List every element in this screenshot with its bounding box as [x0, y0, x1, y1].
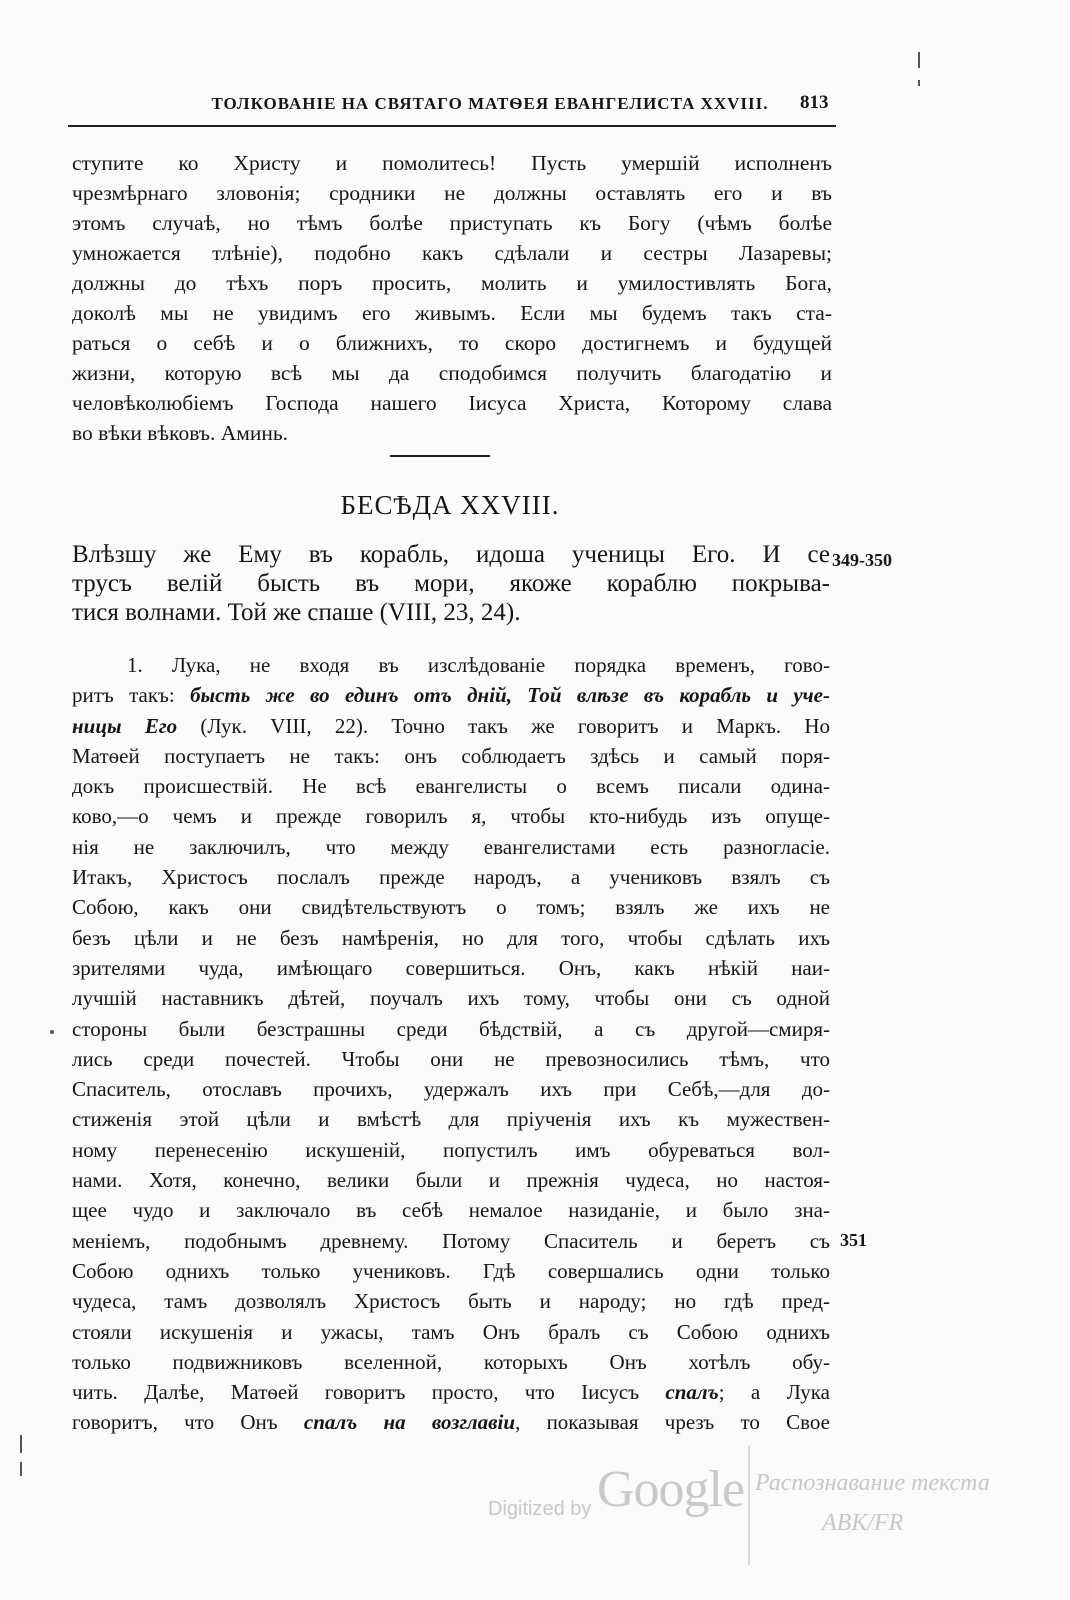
text-line: ково,—о чемъ и прежде говорилъ я, чтобы кто-нибудь изъ опуще- — [72, 804, 830, 829]
verse-line: Влѣзшу же Ему въ корабль, идоша ученицы Его. И се — [72, 541, 830, 568]
scan-speck — [918, 52, 920, 68]
text-line: этомъ случаѣ, но тѣмъ болѣе приступать къ Богу (чѣмъ болѣе — [72, 211, 832, 235]
quoted-text: ницы Его — [72, 713, 178, 738]
margin-reference: 351 — [840, 1230, 867, 1250]
text-run: чить. Далѣе, Матѳей говоритъ просто, что Іисусъ — [72, 1380, 666, 1405]
scan-speck — [918, 80, 920, 86]
text-line: докъ происшествій. Не всѣ евангелисты о всемъ писали одина- — [72, 774, 830, 799]
text-line: лучшій наставникъ дѣтей, поучалъ ихъ тому, чтобы они съ одной — [72, 986, 830, 1011]
text-line: раться о себѣ и о ближнихъ, то скоро достигнемъ и будущей — [72, 331, 832, 355]
text-run: , показывая чрезъ то Свое — [515, 1410, 830, 1435]
text-line: умножается тлѣніе), подобно какъ сдѣлали и сестры Лазаревы; — [72, 241, 832, 265]
text-line: безъ цѣли и не безъ намѣренія, но для того, чтобы сдѣлать ихъ — [72, 925, 830, 950]
text-line: Матѳей поступаетъ не такъ: онъ соблюдаетъ здѣсь и самый поря- — [72, 743, 830, 768]
text-line: только подвижниковъ вселенной, которыхъ Онъ хотѣлъ обу- — [72, 1349, 830, 1374]
header-rule — [68, 125, 836, 127]
text-line: стороны были безстрашны среди бѣдствій, а съ другой—смиря- — [72, 1016, 830, 1041]
text-line: жизни, которую всѣ мы да сподобимся получить благодатію и — [72, 361, 832, 385]
text-line: Итакъ, Христосъ послалъ прежде народъ, а учениковъ взялъ съ — [72, 865, 830, 890]
text-line: нами. Хотя, конечно, велики были и прежнія чудеса, но настоя- — [72, 1168, 830, 1193]
ocr-credit-line: Распознавание текста — [755, 1470, 990, 1496]
page-number: 813 — [800, 92, 829, 113]
text-line — [72, 1407, 830, 1437]
ocr-credit-line: ABK/FR — [822, 1510, 904, 1536]
section-heading: БЕСѢДА XXVIII. — [340, 490, 560, 520]
text-line — [72, 1377, 830, 1407]
scan-speck — [20, 1435, 22, 1453]
text-line: стояли искушенія и ужасы, тамъ Онъ бралъ съ Собою однихъ — [72, 1319, 830, 1344]
text-line: Собою однихъ только учениковъ. Гдѣ совершались одни только — [72, 1258, 830, 1283]
text-line: меніемъ, подобнымъ древнему. Потому Спаситель и беретъ съ — [72, 1228, 830, 1253]
text-line: стиженія этой цѣли и вмѣстѣ для пріученія ихъ къ мужествен- — [72, 1107, 830, 1132]
text-line: зрителями чуда, имѣющаго совершиться. Онъ, какъ нѣкій наи- — [72, 955, 830, 980]
running-head: ТОЛКОВАНІЕ НА СВЯТАГО МАТѲЕЯ ЕВАНГЕЛИСТА XXVIII. — [211, 94, 769, 113]
text-line: Спаситель, отославъ прочихъ, удержалъ ихъ при Себѣ,—для до- — [72, 1077, 830, 1102]
text-line: чудеса, тамъ дозволялъ Христосъ быть и народу; но гдѣ пред- — [72, 1289, 830, 1314]
text-run: ; а Лука — [718, 1380, 830, 1405]
text-line: во вѣки вѣковъ. Аминь. — [72, 421, 289, 445]
section-divider — [390, 455, 490, 457]
quoted-text: спалъ на возглавіи — [303, 1410, 516, 1435]
verse-quote — [72, 540, 830, 627]
verse-line: тися волнами. Той же спаше (VIII, 23, 24). — [72, 599, 521, 626]
text-line: чрезмѣрнаго зловонія; сродники не должны оставлять его и въ — [72, 181, 832, 205]
scan-speck — [20, 1462, 22, 1476]
footer-divider — [748, 1445, 750, 1565]
scan-speck — [50, 1030, 54, 1034]
verse-line: трусъ велій бысть въ мори, якоже кораблю покрыва- — [72, 570, 830, 597]
body-paragraph — [72, 650, 830, 1438]
text-run: ритъ такъ: — [72, 683, 191, 708]
text-run: (Лук. VIII, 22). Точно такъ же говоритъ и Маркъ. Но — [177, 713, 830, 738]
quoted-text: бысть же во единъ отъ дній, Той влѣзе въ корабль и уче- — [190, 683, 830, 708]
text-line: ступите ко Христу и помолитесь! Пусть умершій исполненъ — [72, 151, 832, 175]
text-line: Собою, какъ они свидѣтельствуютъ о томъ; взялъ же ихъ не — [72, 895, 830, 920]
text-line: человѣколюбіемъ Господа нашего Іисуса Христа, Которому слава — [72, 391, 832, 415]
text-run: говоритъ, что Онъ — [72, 1410, 304, 1435]
text-line: нія не заключилъ, что между евангелистами есть разногласіе. — [72, 834, 830, 859]
text-line: ному перенесенію искушеній, попустилъ имъ обуреваться вол- — [72, 1137, 830, 1162]
margin-reference: 349-350 — [832, 550, 892, 570]
text-line — [72, 711, 830, 741]
text-line: лись среди почестей. Чтобы они не превозносились тѣмъ, что — [72, 1046, 830, 1071]
text-line: доколѣ мы не увидимъ его живымъ. Если мы будемъ такъ ста- — [72, 301, 832, 325]
digitized-by-label: Digitized by — [488, 1498, 592, 1520]
paragraph-top — [72, 148, 832, 448]
text-line: должны до тѣхъ поръ просить, молить и умилостивлять Бога, — [72, 271, 832, 295]
quoted-text: спалъ — [665, 1380, 719, 1405]
text-line — [72, 680, 830, 710]
text-line: щее чудо и заключало въ себѣ немалое назиданіе, и было зна- — [72, 1198, 830, 1223]
google-logo: Google — [597, 1461, 745, 1518]
text-line: 1. Лука, не входя въ изслѣдованіе порядка временъ, гово- — [127, 653, 830, 677]
